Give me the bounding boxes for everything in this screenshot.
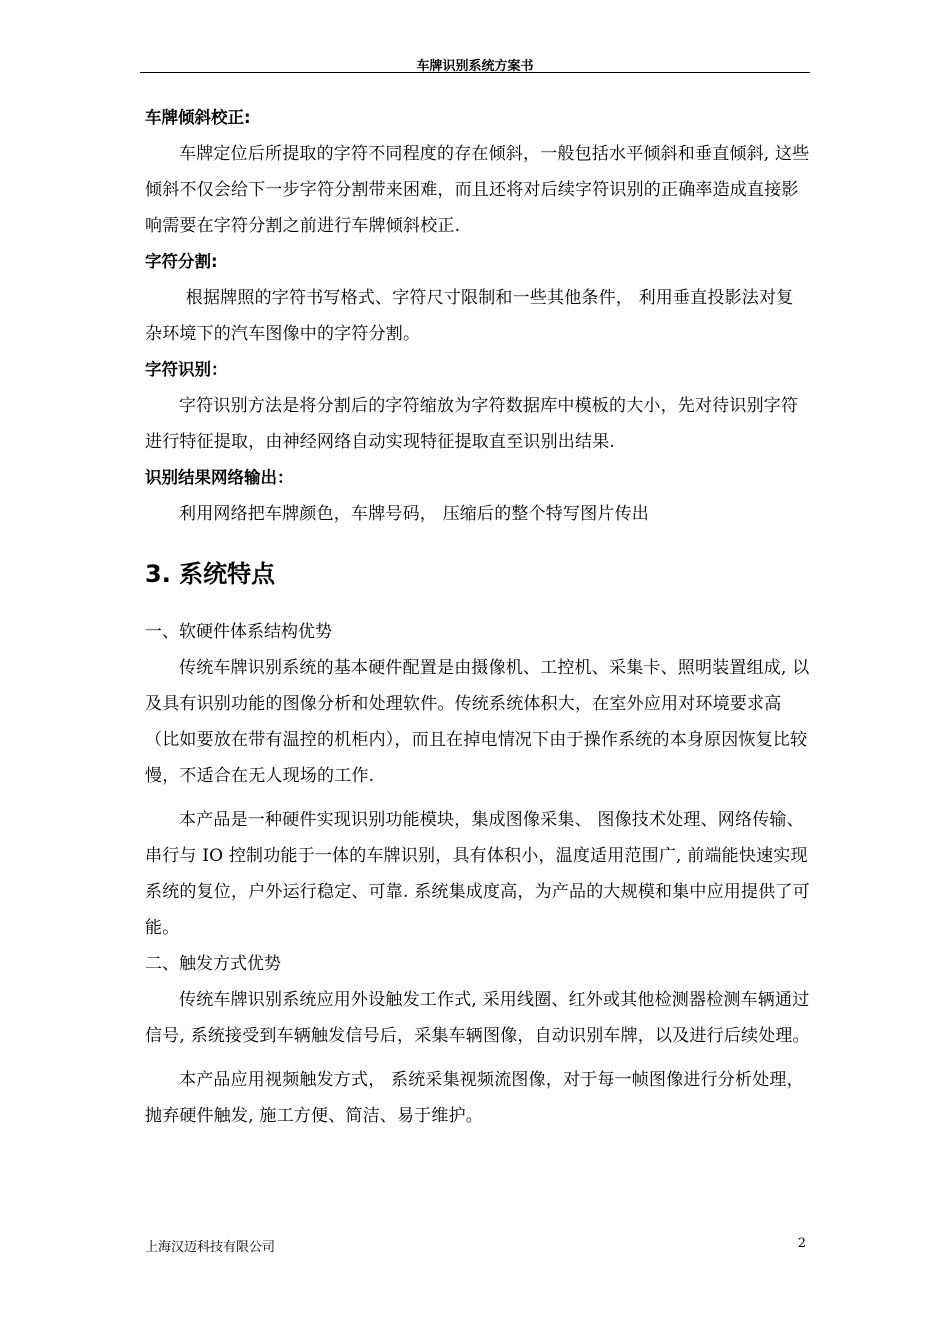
trigger-paragraph-2: 本产品应用视频触发方式， 系统采集视频流图像，对于每一帧图像进行分析处理，抛弃硬件触发, 施工方便、简洁、易于维护。: [145, 1070, 804, 1126]
document-body: [145, 100, 810, 1134]
recognition-paragraph: 字符识别方法是将分割后的字符缩放为字符数据库中模板的大小，先对待识别字符进行特征提取，由神经网络自动实现特征提取直至识别出结果.: [145, 396, 799, 452]
output-paragraph: 利用网络把车牌颜色，车牌号码， 压缩后的整个特写图片传出: [179, 504, 650, 524]
trigger-advantage-heading: 二、触发方式优势: [145, 954, 281, 974]
architecture-advantage-heading: 一、软硬件体系结构优势: [145, 622, 332, 642]
trigger-paragraph-1: 传统车牌识别系统应用外设触发工作式, 采用线圈、红外或其他检测器检测车辆通过信号, 系统接受到车辆触发信号后，采集车辆图像，自动识别车牌，以及进行后续处理。: [145, 990, 810, 1046]
header-divider: [140, 72, 810, 73]
page-number: 2: [797, 1236, 806, 1251]
architecture-paragraph-1: 传统车牌识别系统的基本硬件配置是由摄像机、工控机、采集卡、照明装置组成, 以及具有识别功能的图像分析和处理软件。传统系统体积大，在室外应用对环境要求高（比如要放在带有温控的机柜内），而且在掉电情况下由于操作系统的本身原因恢复比较慢，不适合在无人现场的工作.: [145, 658, 810, 786]
tilt-correction-paragraph: 车牌定位后所提取的字符不同程度的存在倾斜，一般包括水平倾斜和垂直倾斜, 这些倾斜不仅会给下一步字符分割带来困难，而且还将对后续字符识别的正确率造成直接影响需要在字符分割之前进行车牌倾斜校正.: [145, 144, 810, 236]
footer-company: 上海汉迈科技有限公司: [145, 1240, 276, 1255]
tilt-correction-heading: 车牌倾斜校正:: [145, 108, 251, 127]
recognition-heading: 字符识别：: [145, 360, 228, 379]
architecture-paragraph-2: 本产品是一种硬件实现识别功能模块，集成图像采集、 图像技术处理、网络传输、 串行与 IO 控制功能于一体的车牌识别，具有体积小，温度适用范围广, 前端能快速实现系统的复位，户外运行稳定、可靠. 系统集成度高，为产品的大规模和集中应用提供了可能。: [145, 810, 810, 938]
header-title: 车牌识别系统方案书: [416, 59, 534, 74]
output-heading: 识别结果网络输出：: [145, 468, 294, 487]
paragraph-gap: [145, 794, 810, 802]
segmentation-paragraph: 根据牌照的字符书写格式、字符尺寸限制和一些其他条件， 利用垂直投影法对复杂环境下的汽车图像中的字符分割。: [145, 288, 794, 344]
segmentation-heading: 字符分割:: [145, 252, 218, 271]
paragraph-gap: [145, 1054, 810, 1062]
features-section-title: 3. 系统特点: [145, 560, 276, 588]
